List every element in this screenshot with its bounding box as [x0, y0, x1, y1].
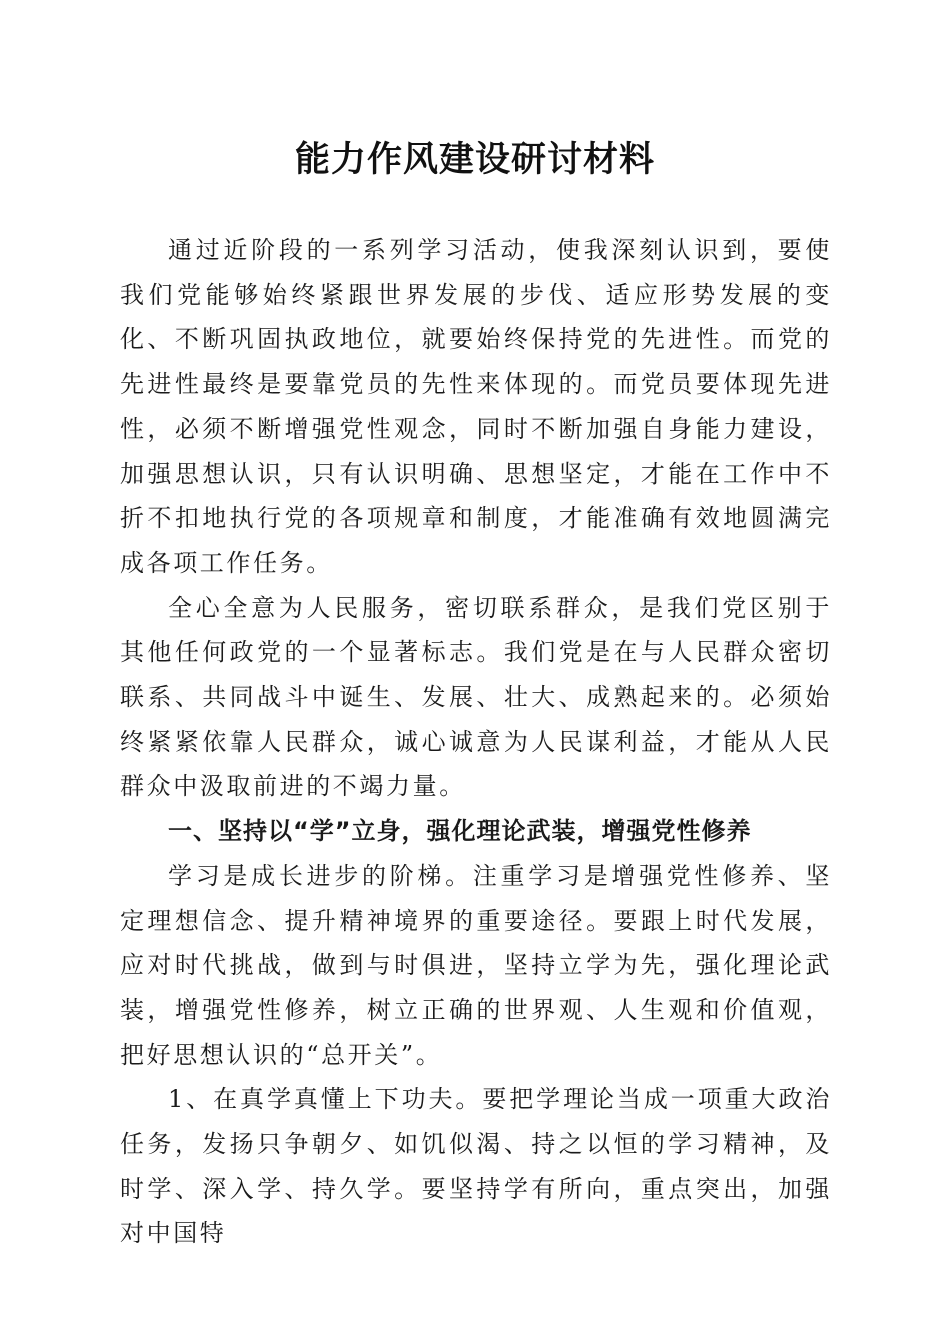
- paragraph-4: 1、在真学真懂上下功夫。要把学理论当成一项重大政治任务，发扬只争朝夕、如饥似渴、持之以恒的学习精神，及时学、深入学、持久学。要坚持学有所向，重点突出，加强对中国特: [120, 1085, 832, 1248]
- paragraph-2: 全心全意为人民服务，密切联系群众，是我们党区别于其他任何政党的一个显著标志。我们党是在与人民群众密切联系、共同战斗中诞生、发展、壮大、成熟起来的。必须始终紧紧依靠人民群众，诚心诚意为人民谋利益，才能从人民群众中汲取前进的不竭力量。: [120, 593, 832, 801]
- document-title: 能力作风建设研讨材料: [294, 139, 655, 180]
- paragraph-3: 学习是成长进步的阶梯。注重学习是增强党性修养、坚定理想信念、提升精神境界的重要途径。要跟上时代发展，应对时代挑战，做到与时俱进，坚持立学为先，强化理论武装，增强党性修养，树立正确的世界观、人生观和价值观，把好思想认识的“总开关”。: [120, 861, 832, 1069]
- document-body: [120, 228, 832, 1256]
- section-heading-1: 一、坚持以“学”立身，强化理论武装，增强党性修养: [168, 817, 752, 846]
- paragraph-1: 通过近阶段的一系列学习活动，使我深刻认识到，要使我们党能够始终紧跟世界发展的步伐、适应形势发展的变化、不断巩固执政地位，就要始终保持党的先进性。而党的先进性最终是要靠党员的先性来体现的。而党员要体现先进性，必须不断增强党性观念，同时不断加强自身能力建设，加强思想认识，只有认识明确、思想坚定，才能在工作中不折不扣地执行党的各项规章和制度，才能准确有效地圆满完成各项工作任务。: [120, 236, 832, 577]
